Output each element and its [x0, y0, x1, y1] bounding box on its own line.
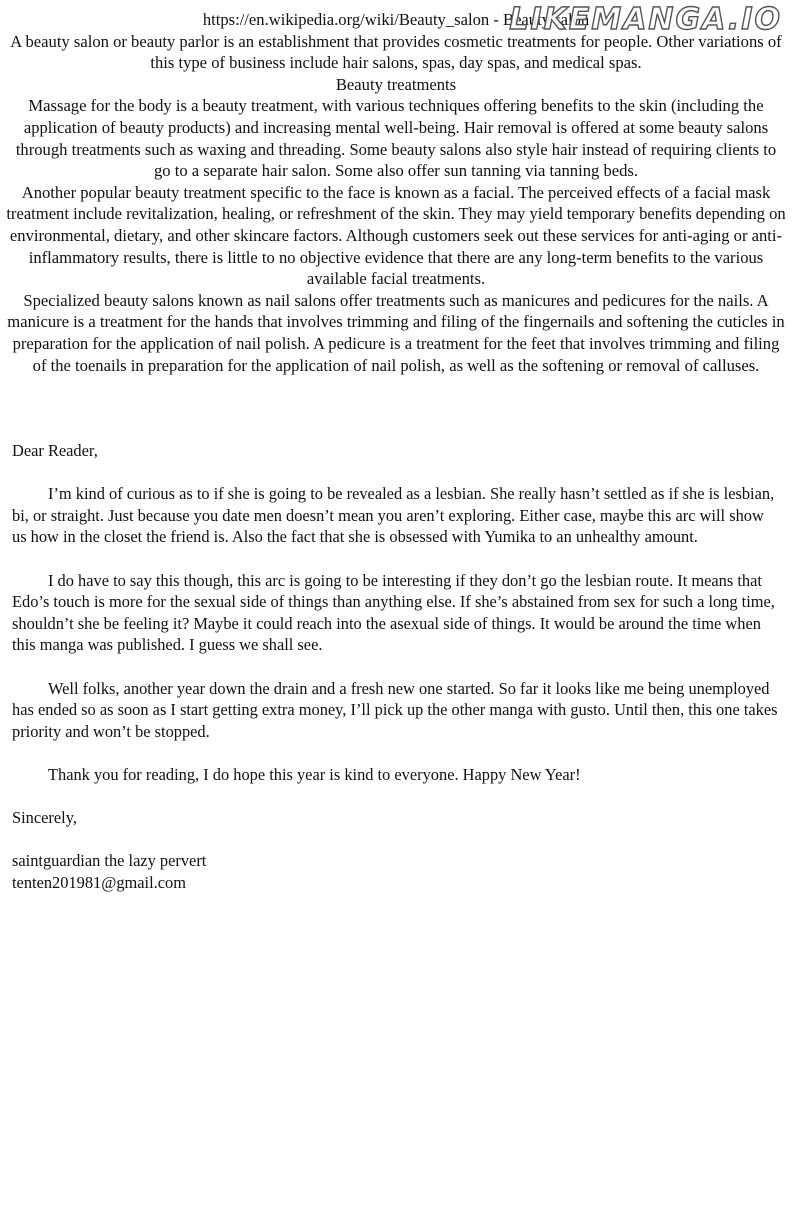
article-intro: A beauty salon or beauty parlor is an establishment that provides cosmetic treatments for people. Other variations of this type of business include hair salons, spas, day spas, and medical spas.	[10, 31, 782, 73]
watermark-logo: LIKEMANGA.IO	[509, 2, 782, 37]
salutation: Dear Reader,	[12, 441, 98, 460]
letter-paragraph: I’m kind of curious as to if she is going to be revealed as a lesbian. She really hasn’t settled as if she is lesbian, bi, or straight. Just because you date men doesn’t mean you aren’t exploring. Either case, maybe this arc will show us how in the closet the friend is. Also the fact that she is obsessed with Yumika to an unhealthy amount.	[12, 484, 775, 547]
signature-name: saintguardian the lazy pervert	[12, 851, 207, 871]
signature-email: tenten201981@gmail.com	[12, 872, 186, 892]
closing: Sincerely,	[12, 808, 77, 828]
article-excerpt	[6, 9, 786, 376]
translator-letter	[12, 440, 782, 893]
article-paragraph: Specialized beauty salons known as nail salons offer treatments such as manicures and pedicures for the nails. A manicure is a treatment for the hands that involves trimming and filing of the fingernails and softening the cuticles in preparation for the application of nail polish. A pedicure is a treatment for the feet that involves trimming and filing of the toenails in preparation for the application of nail polish, as well as the softening or removal of calluses.	[7, 290, 785, 375]
article-paragraph: Massage for the body is a beauty treatment, with various techniques offering benefits to the skin (including the application of beauty products) and increasing mental well-being. Hair removal is offered at some beauty salons through treatments such as waxing and threading. Some beauty salons also style hair instead of requiring clients to go to a separate hair salon. Some also offer sun tanning via tanning beds.	[15, 96, 777, 181]
letter-paragraph: I do have to say this though, this arc is going to be interesting if they don’t go the lesbian route. It means that Edo’s touch is more for the sexual side of things than anything else. If she’s abstained from sex for such a long time, shouldn’t she be feeling it? Maybe it could reach into the asexual side of things. It would be around the time when this manga was published. I guess we shall see.	[12, 570, 775, 655]
article-paragraph: Another popular beauty treatment specific to the face is known as a facial. The perceived effects of a facial mask treatment include revitalization, healing, or refreshment of the skin. They may yield temporary benefits depending on environmental, dietary, and other skincare factors. Although customers seek out these services for anti-aging or anti-inflammatory results, there is little to no objective evidence that there are any long-term benefits to the various available facial treatments.	[6, 182, 786, 289]
source-url: https://en.wikipedia.org/wiki/Beauty_salon - Beauty salon	[202, 10, 590, 29]
letter-paragraph: Thank you for reading, I do hope this year is kind to everyone. Happy New Year!	[48, 764, 581, 784]
letter-paragraph: Well folks, another year down the drain and a fresh new one started. So far it looks like me being unemployed has ended so as soon as I start getting extra money, I’ll pick up the other manga with gusto. Until then, this one takes priority and won’t be stopped.	[12, 678, 778, 741]
section-heading: Beauty treatments	[335, 74, 457, 94]
